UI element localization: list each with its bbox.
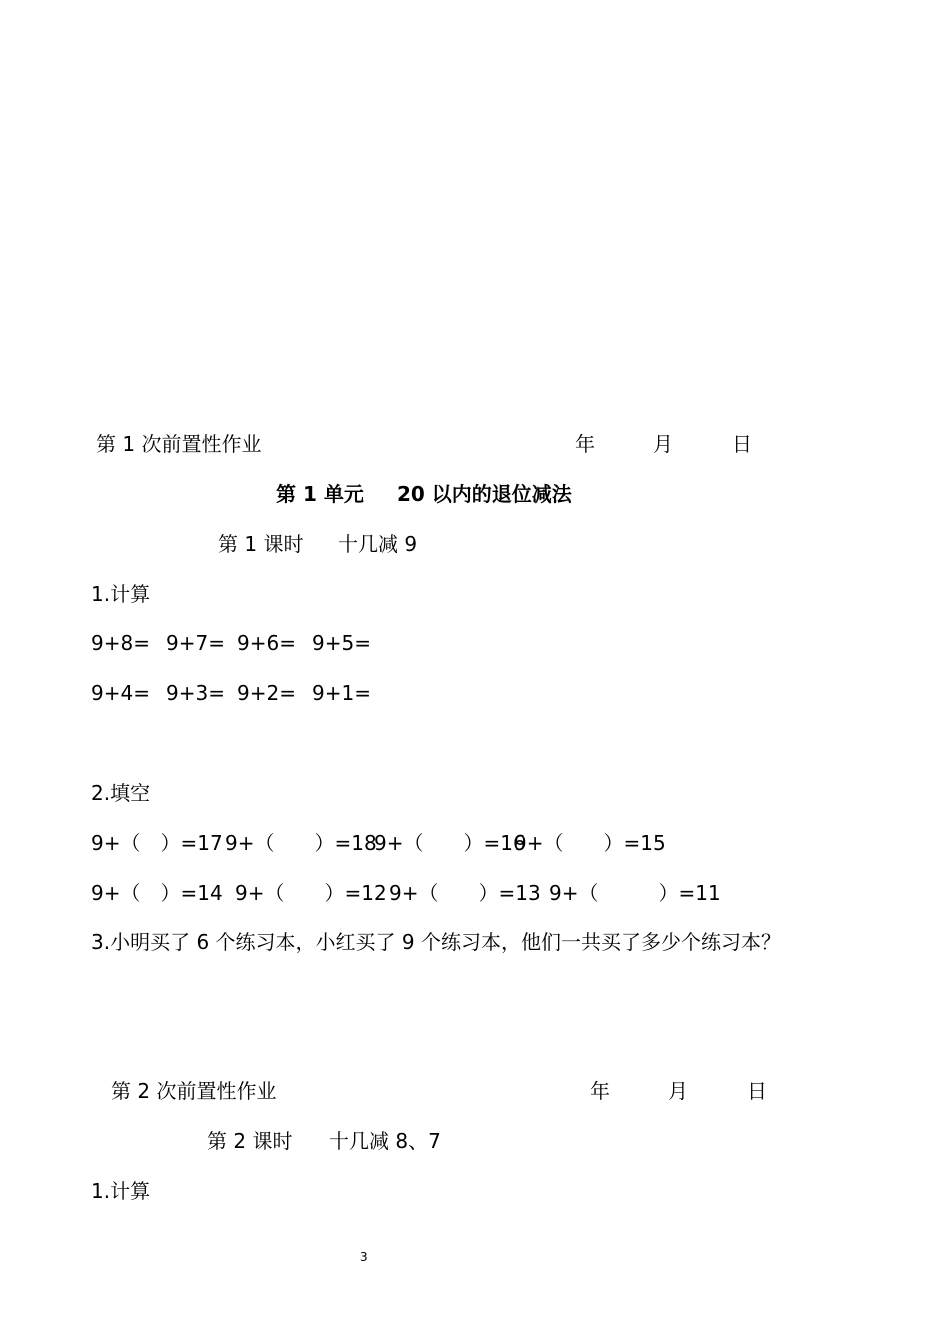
homework1-title: 第 1 次前置性作业: [96, 432, 262, 456]
q1-item: 9+5=: [312, 631, 371, 655]
homework1-year-label: 年: [575, 432, 595, 456]
q1-item: 9+7=: [166, 631, 225, 655]
homework2-question1-label: 1.计算: [91, 1179, 151, 1203]
homework1-day-label: 日: [732, 432, 752, 456]
q1-item: 9+4=: [91, 681, 150, 705]
q2-item: 9+（ ）=12: [235, 881, 387, 905]
q2-item: 9+（ ）=11: [549, 881, 721, 905]
lesson1-title: 第 1 课时: [218, 532, 304, 556]
unit-subject: 20 以内的退位减法: [397, 482, 572, 506]
homework2-title: 第 2 次前置性作业: [111, 1079, 277, 1103]
homework2-year-label: 年: [590, 1079, 610, 1103]
q1-item: 9+8=: [91, 631, 150, 655]
q2-item: 9+（ ）=14: [91, 881, 223, 905]
homework1-month-label: 月: [653, 432, 673, 456]
q1-item: 9+6=: [237, 631, 296, 655]
homework2-day-label: 日: [747, 1079, 767, 1103]
q1-item: 9+1=: [312, 681, 371, 705]
question1-label: 1.计算: [91, 582, 151, 606]
q2-item: 9+（ ）=18: [225, 831, 377, 855]
q1-item: 9+2=: [237, 681, 296, 705]
q1-item: 9+3=: [166, 681, 225, 705]
question2-label: 2.填空: [91, 781, 151, 805]
lesson1-subject: 十几减 9: [338, 532, 418, 556]
unit-title: 第 1 单元: [276, 482, 364, 506]
lesson2-title: 第 2 课时: [207, 1129, 293, 1153]
q2-item: 9+（ ）=15: [514, 831, 666, 855]
q2-item: 9+（ ）=13: [389, 881, 541, 905]
homework2-month-label: 月: [668, 1079, 688, 1103]
lesson2-subject: 十几减 8、7: [329, 1129, 441, 1153]
page-number: 3: [360, 1250, 368, 1264]
q2-item: 9+（ ）=16: [374, 831, 526, 855]
question3: 3.小明买了 6 个练习本，小红买了 9 个练习本，他们一共买了多少个练习本？: [91, 930, 781, 954]
q2-item: 9+（ ）=17: [91, 831, 223, 855]
